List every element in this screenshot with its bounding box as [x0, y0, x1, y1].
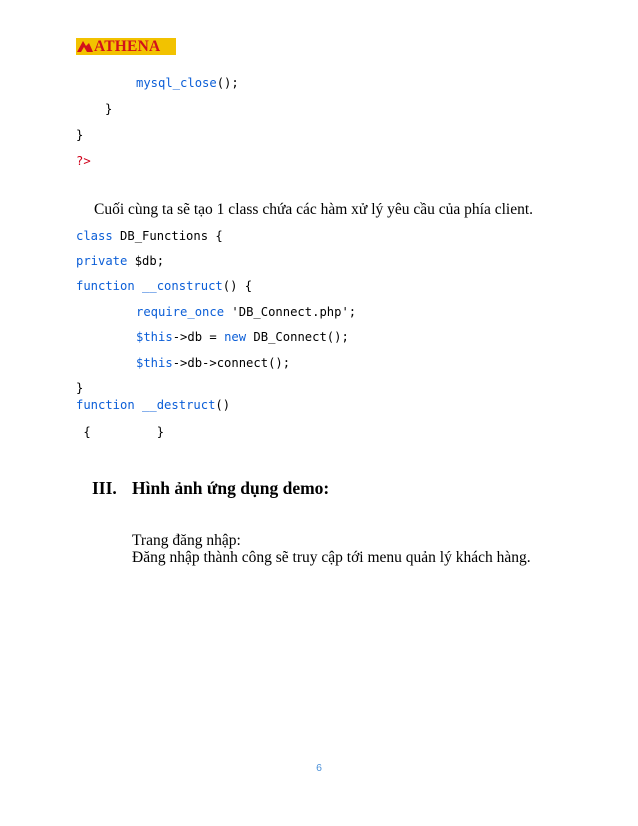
- code-line-require: [136, 305, 356, 319]
- section-body-line: Đăng nhập thành công sẽ truy cập tới menu quản lý khách hàng.: [132, 549, 531, 566]
- code-text: ();: [216, 76, 239, 90]
- code-line-destruct: [76, 398, 230, 412]
- code-line-assign: [136, 330, 349, 344]
- code-string: 'DB_Connect.php';: [224, 305, 357, 319]
- logo-text: ATHENA: [94, 38, 161, 55]
- code-text: () {: [222, 279, 253, 293]
- code-keyword: function: [76, 398, 135, 412]
- code-variable: $this: [136, 356, 173, 370]
- code-line-construct: [76, 279, 252, 293]
- code-variable: $this: [136, 330, 173, 344]
- code-keyword: private: [76, 254, 128, 268]
- php-close-tag: ?>: [76, 154, 91, 168]
- code-line-destruct-body: { }: [76, 425, 165, 439]
- code-text: (): [215, 398, 231, 412]
- section-number: III.: [92, 478, 117, 498]
- code-function-name: __construct: [134, 279, 223, 293]
- code-text: DB_Connect();: [246, 330, 349, 344]
- code-keyword: require_once: [136, 305, 225, 319]
- section-heading: [92, 477, 329, 499]
- code-text: ->db =: [172, 330, 225, 344]
- code-line-private: [76, 254, 164, 268]
- code-keyword: class: [76, 229, 113, 243]
- athena-logo-icon: [76, 38, 94, 55]
- code-keyword: function: [76, 279, 135, 293]
- code-line-brace: }: [76, 381, 84, 395]
- code-function-name: __destruct: [134, 398, 216, 412]
- section-title: Hình ảnh ứng dụng demo:: [132, 478, 330, 498]
- code-line-mysql-close: [136, 76, 239, 90]
- code-line-connect: [136, 356, 290, 370]
- code-line-brace: }: [76, 128, 84, 142]
- code-text: $db;: [127, 254, 165, 268]
- page-number: 6: [316, 762, 322, 774]
- athena-logo: [76, 38, 176, 55]
- paragraph-text: Cuối cùng ta sẽ tạo 1 class chứa các hàm xử lý yêu cầu của phía client.: [94, 201, 534, 218]
- code-line-class: [76, 229, 223, 243]
- code-text: ->db->connect();: [172, 356, 291, 370]
- code-function-call: mysql_close: [136, 76, 217, 90]
- section-body-line: Trang đăng nhập:: [132, 532, 241, 549]
- code-text: DB_Functions {: [112, 229, 223, 243]
- code-line-brace: }: [105, 102, 113, 116]
- code-keyword: new: [224, 330, 247, 344]
